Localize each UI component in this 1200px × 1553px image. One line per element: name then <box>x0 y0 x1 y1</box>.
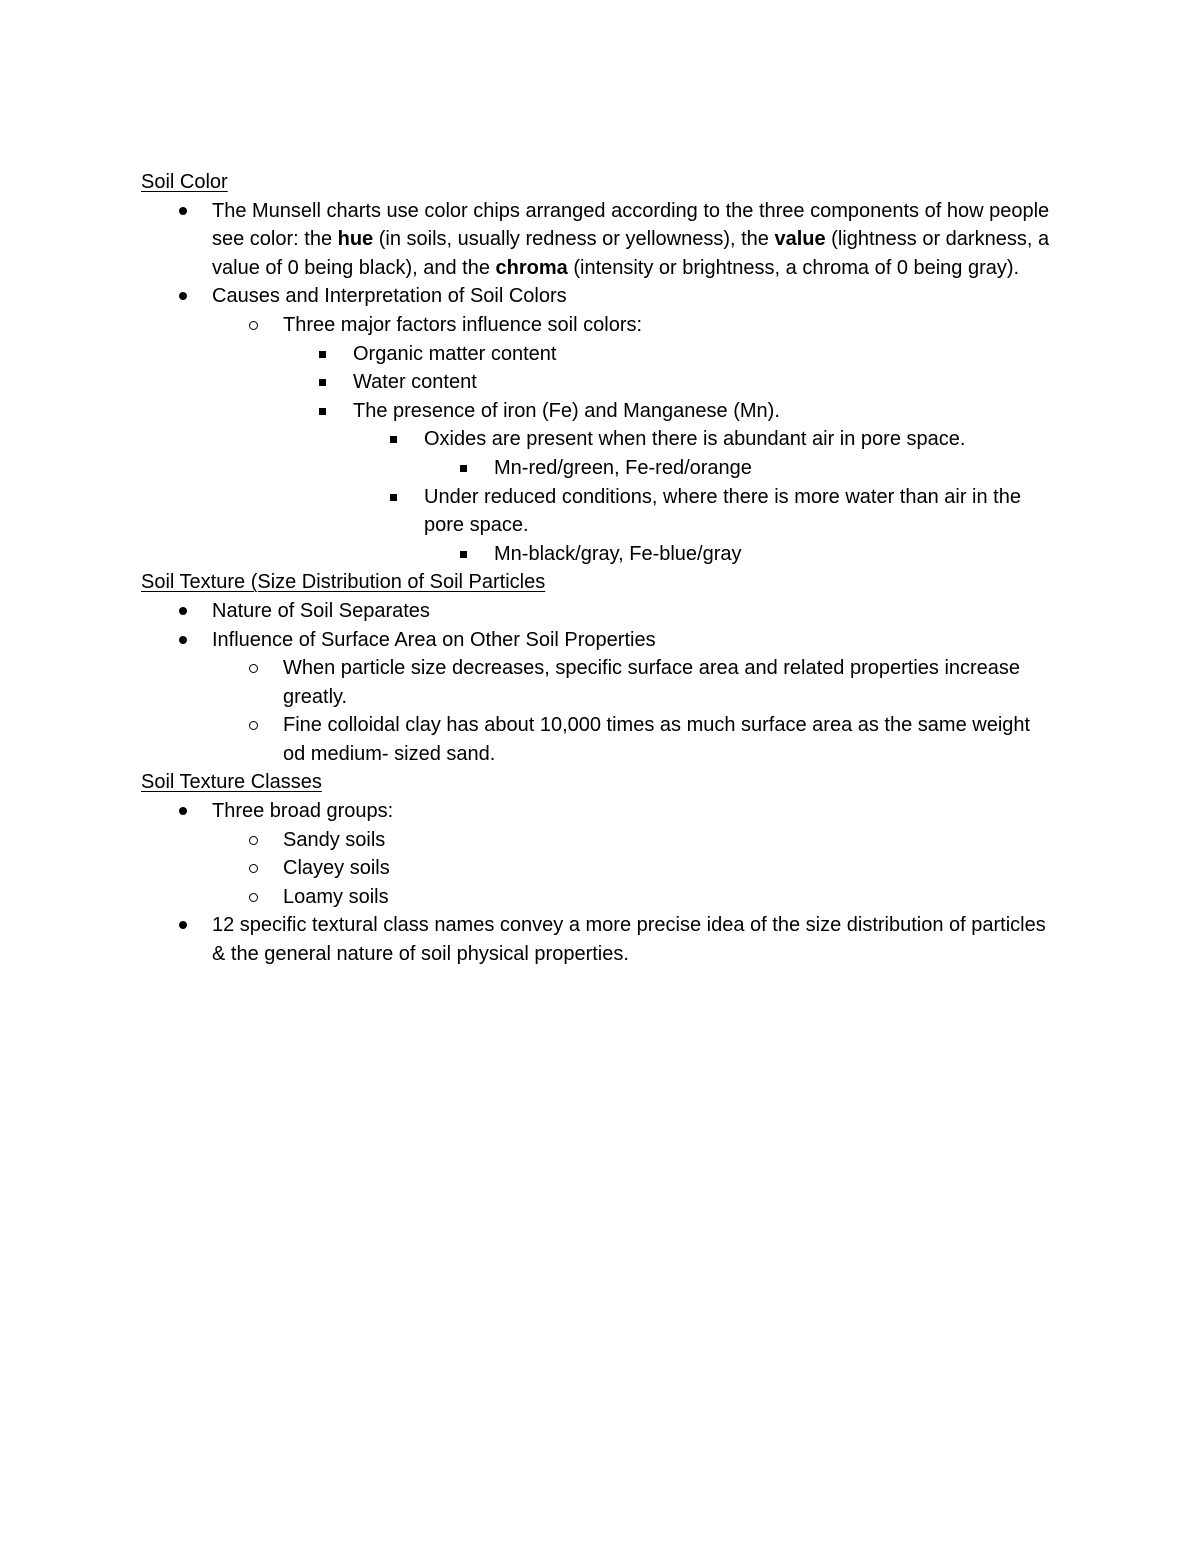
bullet-disc-icon <box>179 207 187 215</box>
bullet-square-icon <box>460 465 467 472</box>
list-item-munsell <box>141 197 1051 283</box>
list-item-broad-groups <box>141 797 1051 826</box>
list-item-text: Mn-red/green, Fe-red/orange <box>494 456 752 479</box>
list-item-oxides <box>141 425 1051 454</box>
list-item-text: Influence of Surface Area on Other Soil Properties <box>212 628 656 651</box>
list-item-text: Under reduced conditions, where there is more water than air in the pore space. <box>424 485 1021 537</box>
list-item-factors <box>141 311 1051 340</box>
list-item-text: Three major factors influence soil colors: <box>283 313 643 336</box>
heading-soil-texture: Soil Texture (Size Distribution of Soil Particles <box>141 571 546 594</box>
munsell-text-4: (intensity or brightness, a chroma of 0 being gray). <box>567 256 1020 279</box>
list-item-particle-size <box>141 654 1051 711</box>
bullet-square-icon <box>319 351 326 358</box>
bullet-disc-icon <box>179 921 187 929</box>
list-item-text: Loamy soils <box>283 885 389 908</box>
bullet-square-icon <box>390 494 397 501</box>
list-item-iron <box>141 397 1051 426</box>
list-item-reduced-colors <box>141 540 1051 569</box>
list-item-text: Nature of Soil Separates <box>212 599 430 622</box>
term-chroma: chroma <box>495 256 568 279</box>
texture-classes-list <box>141 797 1051 969</box>
list-item-specific <box>141 911 1051 968</box>
list-item-text: The presence of iron (Fe) and Manganese (Mn). <box>353 399 780 422</box>
list-item-text: Clayey soils <box>283 857 390 880</box>
list-item-sandy <box>141 826 1051 855</box>
heading-soil-color: Soil Color <box>141 171 228 193</box>
bullet-circle-icon <box>249 321 258 330</box>
bullet-circle-icon <box>249 664 258 673</box>
bullet-square-icon <box>319 408 326 415</box>
bullet-circle-icon <box>249 721 258 730</box>
list-item-separates <box>141 597 1051 626</box>
list-item-reduced <box>141 483 1051 540</box>
bullet-disc-icon <box>179 807 187 815</box>
list-item-surface-area <box>141 626 1051 655</box>
list-item-water <box>141 368 1051 397</box>
bullet-circle-icon <box>249 864 258 873</box>
list-item-organic <box>141 340 1051 369</box>
list-item-text: Three broad groups: <box>212 800 394 823</box>
heading-texture-classes: Soil Texture Classes <box>141 771 322 794</box>
list-item-text: Water content <box>353 371 477 394</box>
bullet-square-icon <box>460 551 467 558</box>
bullet-disc-icon <box>179 636 187 644</box>
list-item-text: Causes and Interpretation of Soil Colors <box>212 285 567 308</box>
list-item-text: When particle size decreases, specific surface area and related properties increase greatly. <box>283 657 1021 708</box>
term-hue: hue <box>337 228 374 251</box>
list-item-text: Oxides are present when there is abundant air in pore space. <box>424 428 966 451</box>
bullet-disc-icon <box>179 607 187 615</box>
list-item-text: Mn-black/gray, Fe-blue/gray <box>494 542 742 565</box>
munsell-text-3: (lightness or darkness, a value of 0 being black), and the <box>212 228 1050 279</box>
bullet-square-icon <box>319 379 326 386</box>
list-item-colloidal <box>141 711 1051 768</box>
list-item-text: Sandy soils <box>283 828 386 851</box>
munsell-text-1: The Munsell charts use color chips arranged according to the three components of how people see color: the <box>212 199 1050 251</box>
list-item-text: 12 specific textural class names convey a more precise idea of the size distribution of particles & the general nature of soil physical properties. <box>212 914 1046 966</box>
list-item-oxides-colors <box>141 454 1051 483</box>
bullet-square-icon <box>390 436 397 443</box>
list-item-causes <box>141 282 1051 311</box>
list-item-text: Fine colloidal clay has about 10,000 times as much surface area as the same weight od medium- sized sand. <box>283 714 1031 765</box>
bullet-disc-icon <box>179 292 187 300</box>
munsell-text-2: (in soils, usually redness or yellowness), the <box>373 228 775 251</box>
list-item-loamy <box>141 883 1051 912</box>
list-item-clayey <box>141 854 1051 883</box>
bullet-circle-icon <box>249 893 258 902</box>
bullet-circle-icon <box>249 836 258 845</box>
list-item-text: Organic matter content <box>353 342 557 365</box>
term-value: value <box>774 228 826 251</box>
soil-color-list <box>141 197 1051 569</box>
document-page <box>141 168 1051 969</box>
soil-texture-list <box>141 597 1051 769</box>
